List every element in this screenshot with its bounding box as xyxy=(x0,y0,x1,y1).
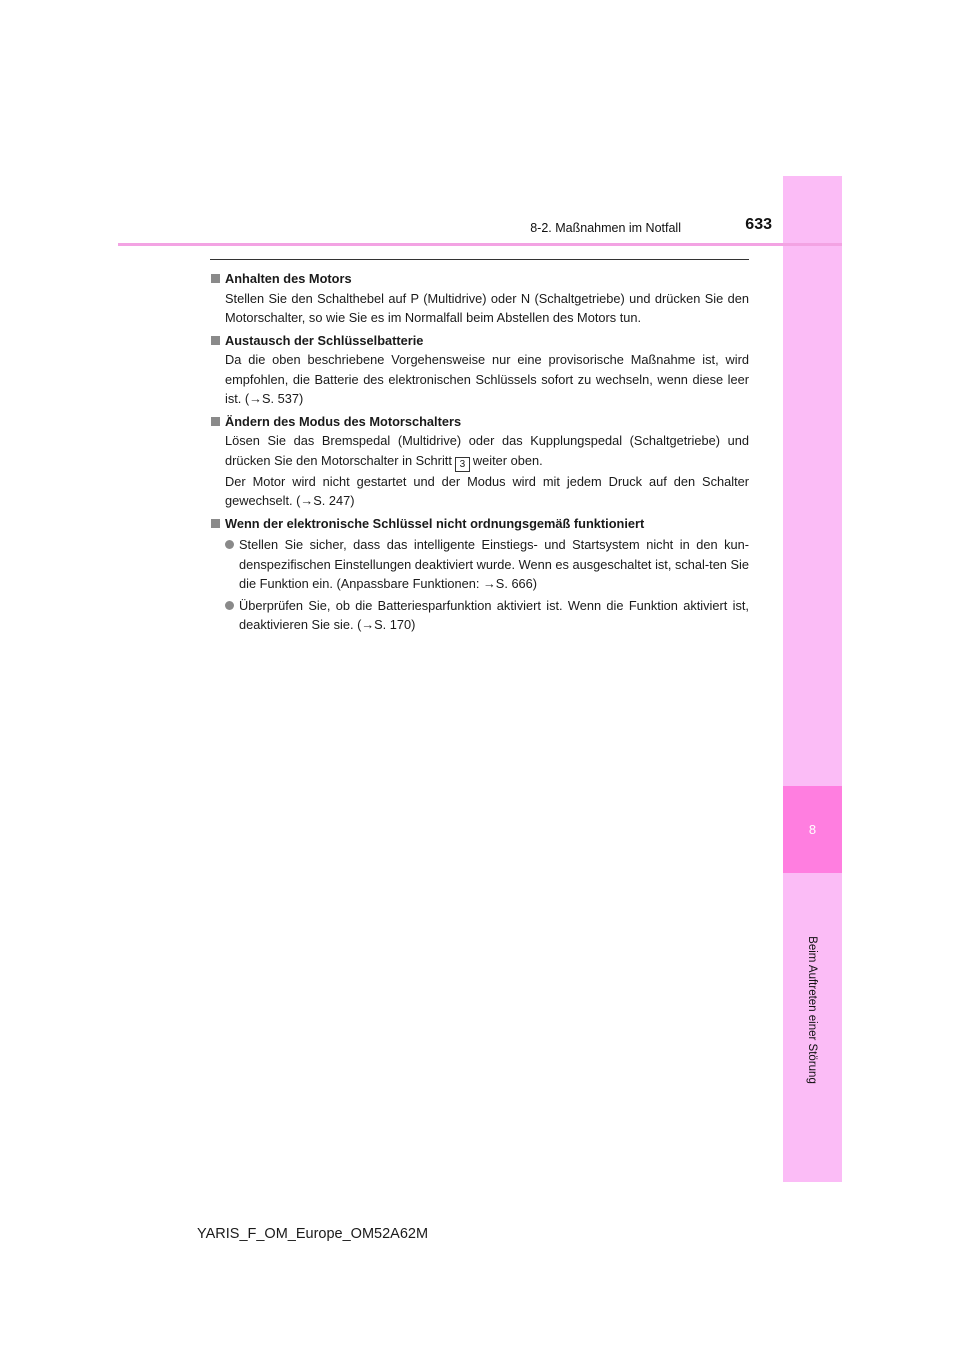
bullet-item: Überprüfen Sie, ob die Batteriesparfunktion aktiviert ist. Wenn die Funktion aktiviert ist, deaktivieren Sie sie. (→S. 170) xyxy=(210,596,749,635)
header-divider xyxy=(118,243,842,246)
content-rule xyxy=(210,259,749,260)
page-content xyxy=(210,266,749,635)
page-number: 633 xyxy=(745,216,772,233)
section-text: Da die oben beschriebene Vorgehensweise nur eine provisorische Maßnahme ist, wird empfohlen, die Batterie des elektronischen Schlüssels sofort zu wechseln, wenn diese leer ist. (→S. 537) xyxy=(225,352,749,406)
chapter-number-tab xyxy=(783,786,842,873)
section-heading: Wenn der elektronische Schlüssel nicht ordnungsgemäß funktioniert xyxy=(210,514,749,534)
chapter-title: Beim Auftreten einer Störung xyxy=(806,936,818,1084)
document-code: YARIS_F_OM_Europe_OM52A62M xyxy=(197,1226,429,1242)
section-text xyxy=(210,431,749,472)
section-text-part: Lösen Sie das Bremspedal (Multidrive) oder das Kupplungspedal (Schaltgetriebe) und drücken Sie den Motorschalter in Schritt xyxy=(225,433,749,468)
section-title: 8-2. Maßnahmen im Notfall xyxy=(530,221,681,235)
section-heading: Anhalten des Motors xyxy=(210,269,749,289)
section-heading: Ändern des Modus des Motorschalters xyxy=(210,412,749,432)
section-text: Der Motor wird nicht gestartet und der Modus wird mit jedem Druck auf den Schalter gewechselt. (→S. 247) xyxy=(225,473,749,508)
section-heading: Austausch der Schlüsselbatterie xyxy=(210,331,749,351)
section-text-part: weiter oben. xyxy=(472,452,543,468)
bullet-item: Stellen Sie sicher, dass das intelligente Einstiegs- und Startsystem nicht in den kun-denspezifischen Einstellungen deaktiviert wurde. Wenn es ausgeschaltet ist, schal-ten Sie die Funktion ein. (Anpassbare Funktionen: →S. 666) xyxy=(210,535,749,594)
chapter-number: 8 xyxy=(808,822,817,837)
step-number-box: 3 xyxy=(455,457,470,472)
section-text: Stellen Sie den Schalthebel auf P (Multidrive) oder N (Schaltgetriebe) und drücken Sie den Motorschalter, so wie Sie es im Normalfall beim Abstellen des Motors tun. xyxy=(225,290,749,325)
